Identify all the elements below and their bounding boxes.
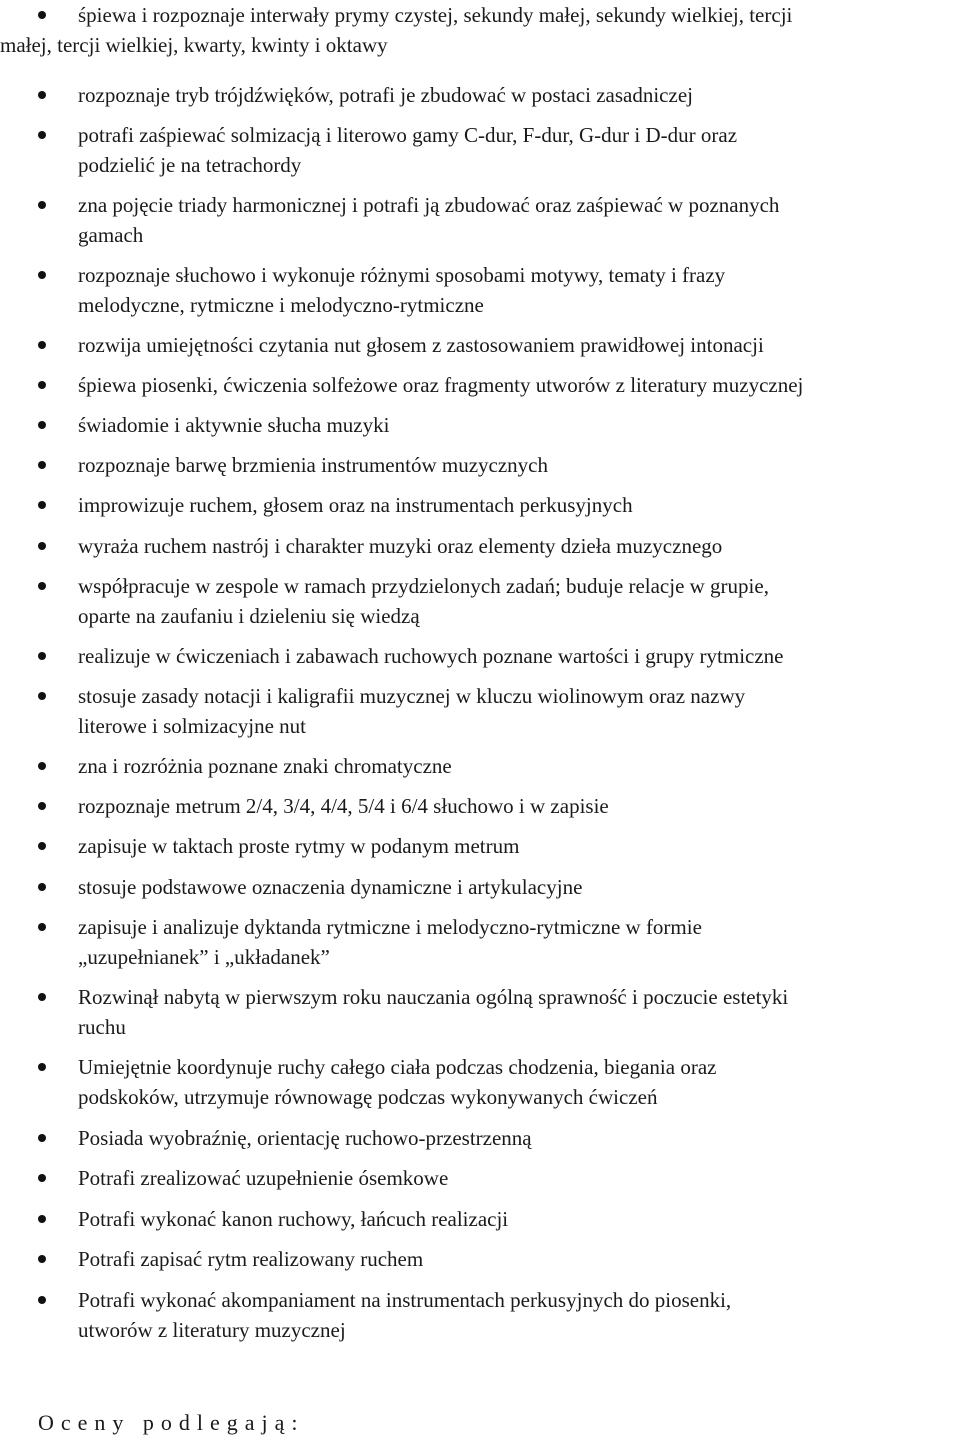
- bullet-icon: [38, 582, 46, 590]
- list-item-text: [0, 571, 960, 631]
- list-item-text: [0, 120, 960, 180]
- list-item-text: [0, 370, 960, 400]
- list-item: [0, 370, 960, 400]
- list-item: [0, 450, 960, 480]
- list-item-text: [0, 260, 960, 320]
- bullet-icon: [38, 381, 46, 389]
- list-item-text: [0, 872, 960, 902]
- list-item: [0, 791, 960, 821]
- list-item-line: śpiewa i rozpoznaje interwały prymy czystej, sekundy małej, sekundy wielkiej, tercji: [78, 3, 793, 27]
- list-item-line: Rozwinął nabytą w pierwszym roku nauczania ogólną sprawność i poczucie estetyki: [78, 985, 789, 1009]
- list-item-line: rozpoznaje tryb trójdźwięków, potrafi je zbudować w postaci zasadniczej: [78, 83, 693, 107]
- list-item: [0, 80, 960, 110]
- list-item-line: rozwija umiejętności czytania nut głosem z zastosowaniem prawidłowej intonacji: [78, 333, 764, 357]
- list-item: [0, 1123, 960, 1153]
- bullet-icon: [38, 421, 46, 429]
- list-item-text: [0, 681, 960, 741]
- list-item-line: utworów z literatury muzycznej: [78, 1318, 346, 1342]
- list-item-line: stosuje podstawowe oznaczenia dynamiczne i artykulacyjne: [78, 875, 583, 899]
- bullet-icon: [38, 131, 46, 139]
- list-item-text: [0, 1163, 960, 1193]
- list-item-line: rozpoznaje metrum 2/4, 3/4, 4/4, 5/4 i 6/4 słuchowo i w zapisie: [78, 794, 609, 818]
- list-item-line: współpracuje w zespole w ramach przydzielonych zadań; buduje relacje w grupie,: [78, 574, 769, 598]
- bullet-icon: [38, 842, 46, 850]
- list-item-line: zna pojęcie triady harmonicznej i potrafi ją zbudować oraz zaśpiewać w poznanych: [78, 193, 780, 217]
- list-item: [0, 831, 960, 861]
- list-item-line: melodyczne, rytmiczne i melodyczno-rytmiczne: [78, 293, 484, 317]
- list-item-line: zna i rozróżnia poznane znaki chromatyczne: [78, 754, 452, 778]
- list-item: [0, 872, 960, 902]
- list-item: [0, 260, 960, 320]
- list-item: [0, 1204, 960, 1234]
- bullet-icon: [38, 883, 46, 891]
- bullet-icon: [38, 1255, 46, 1263]
- list-item-text: [0, 0, 960, 60]
- bullet-icon: [38, 692, 46, 700]
- list-item-line: stosuje zasady notacji i kaligrafii muzycznej w kluczu wiolinowym oraz nazwy: [78, 684, 746, 708]
- bullet-icon: [38, 1174, 46, 1182]
- list-item-text: [0, 80, 960, 110]
- bullet-icon: [38, 501, 46, 509]
- list-item-text: [0, 531, 960, 561]
- list-item-line: realizuje w ćwiczeniach i zabawach ruchowych poznane wartości i grupy rytmiczne: [78, 644, 784, 668]
- list-item-text: [0, 751, 960, 781]
- list-item-line: rozpoznaje barwę brzmienia instrumentów muzycznych: [78, 453, 548, 477]
- bullet-icon: [38, 1215, 46, 1223]
- list-item-line: wyraża ruchem nastrój i charakter muzyki oraz elementy dzieła muzycznego: [78, 534, 723, 558]
- list-item-line: literowe i solmizacyjne nut: [78, 714, 307, 738]
- list-item-line: śpiewa piosenki, ćwiczenia solfeżowe oraz fragmenty utworów z literatury muzycznej: [78, 373, 804, 397]
- list-item: [0, 571, 960, 631]
- list-item-line: improwizuje ruchem, głosem oraz na instrumentach perkusyjnych: [78, 493, 633, 517]
- list-item: [0, 1244, 960, 1274]
- list-item-line: świadomie i aktywnie słucha muzyki: [78, 413, 390, 437]
- bullet-icon: [38, 271, 46, 279]
- list-item-line: Potrafi zapisać rytm realizowany ruchem: [78, 1247, 424, 1271]
- list-item-text: [0, 831, 960, 861]
- list-item: [0, 982, 960, 1042]
- list-item-line: zapisuje w taktach proste rytmy w podanym metrum: [78, 834, 520, 858]
- list-item-line: gamach: [78, 223, 144, 247]
- list-item-text: [0, 1204, 960, 1234]
- list-item-line: ruchu: [78, 1015, 126, 1039]
- list-item-text: [0, 641, 960, 671]
- list-item: [0, 490, 960, 520]
- list-item-line: Posiada wyobraźnię, orientację ruchowo-przestrzenną: [78, 1126, 532, 1150]
- list-item: [0, 1163, 960, 1193]
- list-item-line: potrafi zaśpiewać solmizacją i literowo gamy C-dur, F-dur, G-dur i D-dur oraz: [78, 123, 738, 147]
- list-item: [0, 751, 960, 781]
- list-item: [0, 1285, 960, 1345]
- bullet-icon: [38, 802, 46, 810]
- bullet-icon: [38, 461, 46, 469]
- bullet-icon: [38, 1134, 46, 1142]
- list-item-line: zapisuje i analizuje dyktanda rytmiczne i melodyczno-rytmiczne w formie: [78, 915, 702, 939]
- list-item-line: rozpoznaje słuchowo i wykonuje różnymi sposobami motywy, tematy i frazy: [78, 263, 726, 287]
- bullet-icon: [38, 993, 46, 1001]
- list-item-line: Umiejętnie koordynuje ruchy całego ciała podczas chodzenia, biegania oraz: [78, 1055, 717, 1079]
- list-item: [0, 410, 960, 440]
- list-item-text: [0, 1244, 960, 1274]
- list-item-line: podzielić je na tetrachordy: [78, 153, 302, 177]
- list-item-line: Potrafi wykonać kanon ruchowy, łańcuch realizacji: [78, 1207, 509, 1231]
- bullet-icon: [38, 201, 46, 209]
- list-item-line: „uzupełnianek” i „układanek”: [78, 945, 330, 969]
- list-item-text: [0, 1123, 960, 1153]
- list-item-line: oparte na zaufaniu i dzieleniu się wiedzą: [78, 604, 420, 628]
- bullet-icon: [38, 923, 46, 931]
- list-item-text: [0, 982, 960, 1042]
- list-item-text: [0, 330, 960, 360]
- bullet-icon: [38, 542, 46, 550]
- list-item-text: [0, 410, 960, 440]
- list-item-line: Potrafi wykonać akompaniament na instrumentach perkusyjnych do piosenki,: [78, 1288, 732, 1312]
- list-item: [0, 190, 960, 250]
- list-item-text: [0, 791, 960, 821]
- section-heading: Oceny podlegają:: [38, 1410, 305, 1435]
- list-item: [0, 531, 960, 561]
- bullet-icon: [38, 1296, 46, 1304]
- list-item-text: [0, 1052, 960, 1112]
- list-item-text: [0, 190, 960, 250]
- bullet-icon: [38, 341, 46, 349]
- bullet-icon: [38, 1063, 46, 1071]
- list-item-line: podskoków, utrzymuje równowagę podczas wykonywanych ćwiczeń: [78, 1085, 658, 1109]
- list-item-line: małej, tercji wielkiej, kwarty, kwinty i oktawy: [0, 33, 388, 57]
- bullet-icon: [38, 91, 46, 99]
- list-item-text: [0, 490, 960, 520]
- list-item: [0, 681, 960, 741]
- list-item: [0, 120, 960, 180]
- list-item-text: [0, 450, 960, 480]
- list-item: [0, 330, 960, 360]
- bullet-icon: [38, 762, 46, 770]
- list-item-text: [0, 912, 960, 972]
- list-item: [0, 641, 960, 671]
- bullet-icon: [38, 652, 46, 660]
- list-item-text: [0, 1285, 960, 1345]
- list-item: [0, 0, 960, 60]
- list-item-line: Potrafi zrealizować uzupełnienie ósemkowe: [78, 1166, 449, 1190]
- list-item: [0, 1052, 960, 1112]
- list-item: [0, 912, 960, 972]
- bullet-icon: [38, 11, 46, 19]
